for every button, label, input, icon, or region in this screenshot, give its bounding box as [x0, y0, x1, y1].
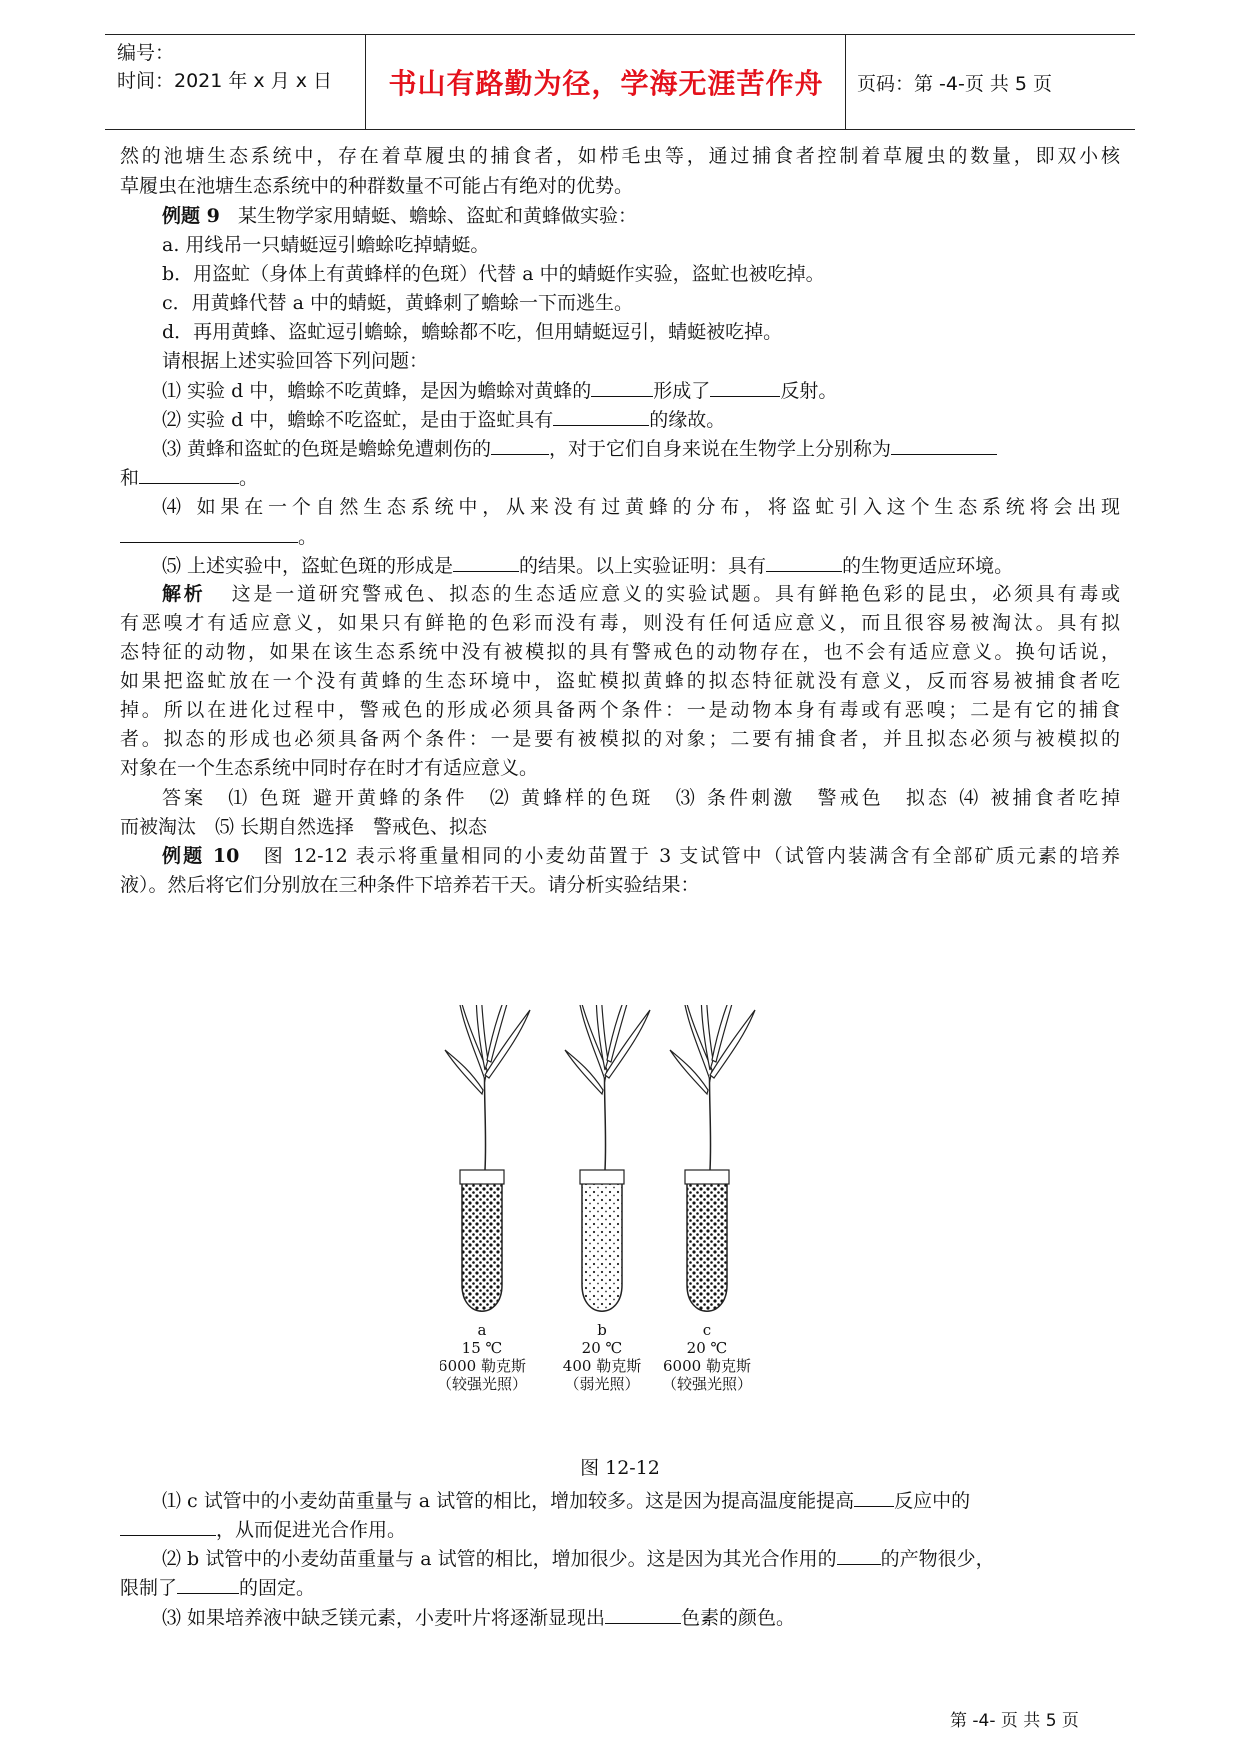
page-header — [105, 34, 1135, 130]
question-4-cont — [120, 524, 1120, 549]
question-text: ⑶ 黄蜂和盗虻的色斑是蟾蜍免遭刺伤的 — [162, 438, 492, 460]
question-3-cont — [120, 465, 1120, 490]
tube-id-label: a — [477, 1321, 487, 1339]
analysis-line: 态特征的动物，如果在该生态系统中没有被模拟的具有警戒色的动物存在，也不会有适应意义。换句话说， — [120, 641, 1120, 663]
question-text: 的固定。 — [239, 1577, 316, 1599]
analysis-line: 如果把盗虻放在一个没有黄蜂的生态环境中，盗虻模拟黄蜂的拟态特征就没有意义，反而容易被捕食者吃 — [120, 670, 1120, 692]
analysis-line: 对象在一个生态系统中同时存在时才有适应意义。 — [120, 757, 539, 779]
page-footer: 第 -4- 页 共 5 页 — [950, 1711, 1079, 1731]
example-text: 某生物学家用蜻蜓、蟾蜍、盗虻和黄蜂做实验： — [237, 205, 637, 227]
paragraph-line: 草履虫在池塘生态系统中的种群数量不可能占有绝对的优势。 — [120, 175, 634, 197]
figure-question-1-cont — [120, 1517, 1120, 1542]
analysis-text: 这是一道研究警戒色、拟态的生态适应意义的实验试题。具有鲜艳色彩的昆虫，必须具有毒或 — [231, 583, 1120, 605]
tube-light-label: （较强光照） — [440, 1375, 528, 1393]
example-label: 例题 9 — [162, 205, 220, 227]
answer-blank — [139, 465, 239, 484]
tube-id-label: b — [597, 1321, 607, 1339]
question-text: 的缘故。 — [649, 409, 726, 431]
question-text: 和 — [120, 467, 140, 489]
experiment-step-d: d．再用黄蜂、盗虻逗引蟾蜍，蟾蜍都不吃，但用蜻蜓逗引，蜻蜓被吃掉。 — [162, 321, 783, 343]
header-meta — [117, 39, 332, 95]
experiment-step-b: b．用盗虻（身体上有黄蜂样的色斑）代替 a 中的蜻蜓作实验，盗虻也被吃掉。 — [162, 263, 825, 285]
question-text: 形成了 — [653, 380, 711, 402]
serial-number-label: 编号： — [117, 42, 175, 64]
question-text: 反应中的 — [894, 1490, 971, 1512]
figure-caption: 图 12-12 — [580, 1457, 660, 1479]
analysis-line — [162, 582, 1120, 606]
question-1 — [162, 378, 1120, 403]
question-text: 的生物更适应环境。 — [842, 555, 1014, 577]
figure-question-1 — [162, 1488, 1120, 1513]
experiment-step-a: a. 用线吊一只蜻蜓逗引蟾蜍吃掉蜻蜓。 — [162, 234, 490, 256]
question-text: 。 — [298, 526, 318, 548]
example-label: 例题 10 — [162, 845, 240, 867]
question-text: ⑴ 实验 d 中，蟾蜍不吃黄蜂，是因为蟾蜍对黄蜂的 — [162, 380, 592, 402]
answer-blank — [854, 1488, 894, 1507]
answer-blank — [710, 378, 780, 397]
analysis-label: 解析 — [162, 583, 206, 605]
question-text: 限制了 — [120, 1577, 178, 1599]
tube-temp-label: 20 ℃ — [581, 1339, 623, 1357]
question-3 — [162, 436, 1120, 461]
analysis-line: 有恶嗅才有适应意义，如果只有鲜艳的色彩而没有毒，则没有任何适应意义，而且很容易被淘汰。具有拟 — [120, 612, 1120, 634]
tube-id-label: c — [702, 1321, 712, 1339]
header-divider — [845, 35, 846, 129]
header-page-number: 页码：第 -4-页 共 5 页 — [857, 72, 1053, 95]
test-tube-c — [670, 1005, 755, 1311]
tube-lux-label: 6000 勒克斯 — [663, 1357, 751, 1375]
answer-blank — [120, 524, 298, 543]
question-text: ⑴ c 试管中的小麦幼苗重量与 a 试管的相比，增加较多。这是因为提高温度能提高 — [162, 1490, 855, 1512]
question-text: 反射。 — [780, 380, 838, 402]
question-text: ，对于它们自身来说在生物学上分别称为 — [549, 438, 892, 460]
answer-blank — [177, 1575, 239, 1594]
example-10-heading — [162, 844, 1120, 868]
question-text: ，从而促进光合作用。 — [216, 1519, 407, 1541]
answer-blank — [120, 1517, 216, 1536]
tube-light-label: （较强光照） — [661, 1375, 753, 1393]
analysis-line: 掉。所以在进化过程中，警戒色的形成必须具备两个条件：一是动物本身有毒或有恶嗅；二是有它的捕食 — [120, 699, 1120, 721]
figure-question-2 — [162, 1546, 1120, 1571]
answer-blank — [553, 407, 649, 426]
figure-question-2-cont — [120, 1575, 1120, 1600]
answer-blank — [591, 378, 653, 397]
experiment-step-c: c．用黄蜂代替 a 中的蜻蜓，黄蜂刺了蟾蜍一下而逃生。 — [162, 292, 634, 314]
answer-blank — [491, 436, 549, 455]
question-4: ⑷ 如果在一个自然生态系统中，从来没有过黄蜂的分布，将盗虻引入这个生态系统将会出现 — [162, 496, 1120, 518]
answer-blank — [453, 553, 519, 572]
tube-lux-label: 6000 勒克斯 — [440, 1357, 526, 1375]
header-divider — [365, 35, 366, 129]
answer-blank — [891, 436, 997, 455]
question-prompt: 请根据上述实验回答下列问题： — [162, 350, 429, 372]
question-text: 色素的颜色。 — [681, 1607, 796, 1629]
question-text: ⑸ 上述实验中，盗虻色斑的形成是 — [162, 555, 454, 577]
question-5 — [162, 553, 1120, 578]
answer-blank — [837, 1546, 881, 1565]
question-text: 。 — [239, 467, 259, 489]
answer-blank — [766, 553, 842, 572]
question-text: ⑶ 如果培养液中缺乏镁元素，小麦叶片将逐渐显现出 — [162, 1607, 606, 1629]
question-text: ⑵ b 试管中的小麦幼苗重量与 a 试管的相比，增加很少。这是因为其光合作用的 — [162, 1548, 837, 1570]
tube-temp-label: 20 ℃ — [686, 1339, 728, 1357]
test-tube-b — [565, 1005, 650, 1311]
question-text: 的结果。以上实验证明：具有 — [519, 555, 767, 577]
example-10-text: 液）。然后将它们分别放在三种条件下培养若干天。请分析实验结果： — [120, 874, 700, 896]
tube-lux-label: 400 勒克斯 — [562, 1357, 642, 1375]
wheat-seedling-figure — [440, 1005, 860, 1455]
answer-line: 答案 ⑴ 色斑 避开黄蜂的条件 ⑵ 黄蜂样的色斑 ⑶ 条件刺激 警戒色 拟态 ⑷ 被捕食者吃掉 — [162, 787, 1120, 809]
figure-question-3 — [162, 1605, 1120, 1630]
answer-blank — [605, 1605, 681, 1624]
question-2 — [162, 407, 1120, 432]
paragraph-line: 然的池塘生态系统中，存在着草履虫的捕食者，如栉毛虫等，通过捕食者控制着草履虫的数量，即双小核 — [120, 145, 1120, 167]
analysis-line: 者。拟态的形成也必须具备两个条件：一是要有被模拟的对象；二要有捕食者，并且拟态必须与被模拟的 — [120, 728, 1120, 750]
tube-light-label: （弱光照） — [564, 1375, 640, 1393]
example-9-heading — [162, 204, 1120, 228]
example-text: 图 12-12 表示将重量相同的小麦幼苗置于 3 支试管中（试管内装满含有全部矿质元素的培养 — [263, 845, 1120, 867]
date-label: 时间：2021 年 x 月 x 日 — [117, 70, 333, 92]
header-motto: 书山有路勤为径，学海无涯苦作舟 — [388, 67, 824, 100]
answer-line: 而被淘汰 ⑸ 长期自然选择 警戒色、拟态 — [120, 816, 488, 838]
test-tube-a — [445, 1005, 530, 1311]
question-text: ⑵ 实验 d 中，蟾蜍不吃盗虻，是由于盗虻具有 — [162, 409, 554, 431]
tube-temp-label: 15 ℃ — [461, 1339, 503, 1357]
question-text: 的产物很少， — [880, 1548, 995, 1570]
